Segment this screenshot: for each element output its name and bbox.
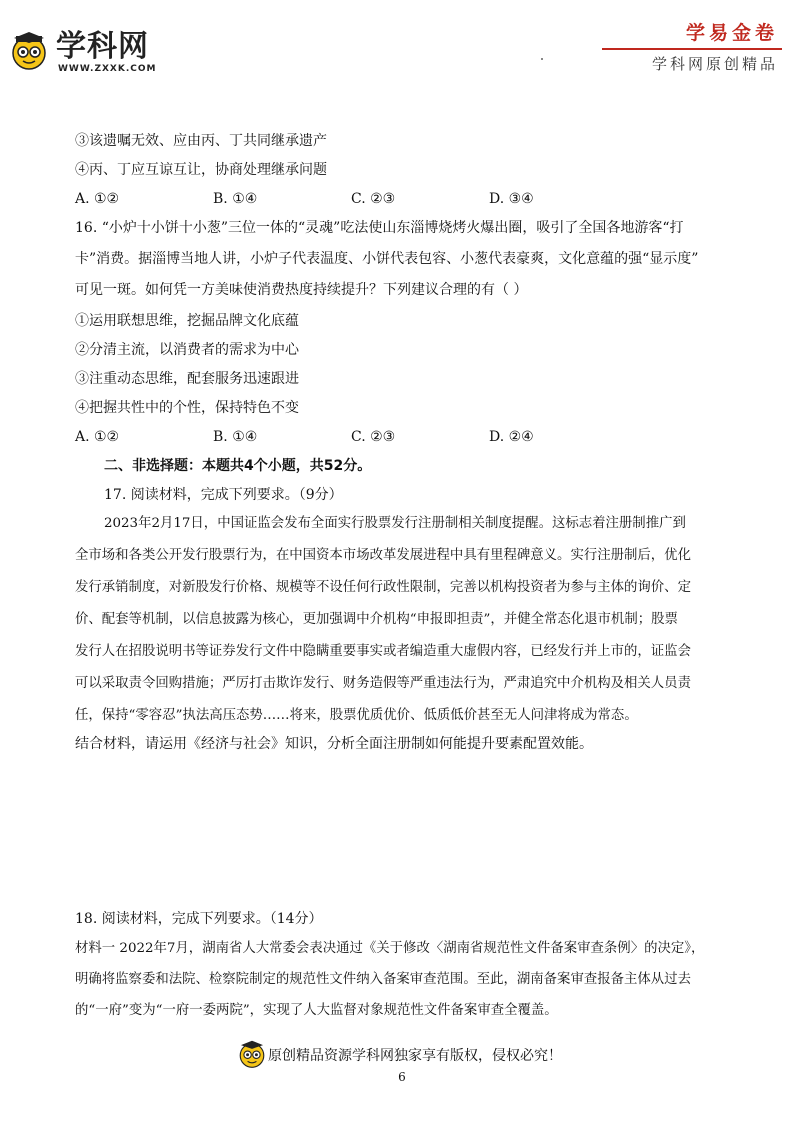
q16-item-1: ①运用联想思维，挖掘品牌文化底蕴 <box>75 313 299 329</box>
logo-url: WWW.ZXXK.COM <box>58 64 157 74</box>
brand-title: 学易金卷 <box>685 22 778 44</box>
section-2-heading: 二、非选择题：本题共4个小题，共52分。 <box>104 458 372 474</box>
q15-option-a: A. ①② <box>75 191 120 207</box>
q17-material-line-4: 价、配套等机制，以信息披露为核心，更加强调中介机构“申报即担责”，并健全常态化退市机制；股票 <box>75 612 678 627</box>
q16-item-4: ④把握共性中的个性，保持特色不变 <box>75 400 299 416</box>
copyright-notice: 原创精品资源学科网独家享有版权，侵权必究！ <box>268 1048 562 1064</box>
q18-material-line-3: 的“一府”变为“一府一委两院”，实现了人大监督对象规范性文件备案审查全覆盖。 <box>75 1003 558 1018</box>
q16-option-d: D. ②④ <box>489 429 534 445</box>
q16-stem-line-2: 卡”消费。据淄博当地人讲，小炉子代表温度、小饼代表包容、小葱代表豪爽，文化意蕴的强“显示度” <box>75 251 699 267</box>
logo-title: 学科网 <box>56 29 149 64</box>
q17-prompt: 17. 阅读材料，完成下列要求。（9分） <box>104 487 343 503</box>
q16-item-3: ③注重动态思维，配套服务迅速跟进 <box>75 371 299 387</box>
q15-item-4: ④丙、丁应互谅互让，协商处理继承问题 <box>75 162 327 178</box>
q15-option-b: B. ①④ <box>213 191 258 207</box>
brand-divider <box>602 48 782 50</box>
brand-block <box>602 20 782 74</box>
q16-option-c: C. ②③ <box>351 429 396 445</box>
q17-material-line-3: 发行承销制度，对新股发行价格、规模等不设任何行政性限制，完善以机构投资者为参与主体的询价、定 <box>75 580 691 595</box>
q17-material-line-6: 可以采取责令回购措施；严厉打击欺诈发行、财务造假等严重违法行为，严肃追究中介机构及相关人员责 <box>75 676 691 691</box>
q16-stem-line-1: 16. “小炉十小饼十小葱”三位一体的“灵魂”吃法使山东淄博烧烤火爆出圈，吸引了全国各地游客“打 <box>75 220 684 236</box>
q16-item-2: ②分清主流，以消费者的需求为中心 <box>75 342 299 358</box>
q16-option-b: B. ①④ <box>213 429 258 445</box>
q17-material-line-7: 任，保持“零容忍”执法高压态势……将来，股票优质优价、低质低价甚至无人问津将成为常态。 <box>75 708 638 723</box>
page-number: 6 <box>398 1070 406 1084</box>
zxxk-logo[interactable] <box>10 26 160 78</box>
page-header <box>0 0 800 90</box>
q17-material-line-2: 全市场和各类公开发行股票行为，在中国资本市场改革发展进程中具有里程碑意义。实行注册制后，优化 <box>75 548 691 563</box>
mascot-face-icon <box>10 32 48 70</box>
q15-option-d: D. ③④ <box>489 191 534 207</box>
q18-material-line-2: 明确将监察委和法院、检察院制定的规范性文件纳入备案审查范围。至此，湖南备案审查报备主体从过去 <box>75 972 691 987</box>
q18-prompt: 18. 阅读材料，完成下列要求。（14分） <box>75 911 323 927</box>
q15-item-3: ③该遗嘱无效、应由丙、丁共同继承遗产 <box>75 133 327 149</box>
q17-material-line-1: 2023年2月17日，中国证监会发布全面实行股票发行注册制相关制度提醒。这标志着注册制推广到 <box>104 516 686 531</box>
q17-question: 结合材料，请运用《经济与社会》知识，分析全面注册制如何能提升要素配置效能。 <box>75 736 593 752</box>
q16-stem-line-3: 可见一斑。如何凭一方美味使消费热度持续提升？下列建议合理的有（ ） <box>75 282 528 298</box>
q18-material-line-1: 材料一 2022年7月，湖南省人大常委会表决通过《关于修改〈湖南省规范性文件备案审查条例〉的决定》， <box>75 941 705 956</box>
brand-subtitle: 学科网原创精品 <box>651 55 778 73</box>
q15-option-c: C. ②③ <box>351 191 396 207</box>
q17-material-line-5: 发行人在招股说明书等证券发行文件中隐瞒重要事实或者编造重大虚假内容，已经发行并上市的，证监会 <box>75 644 691 659</box>
stray-dot <box>541 58 543 60</box>
mascot-face-icon <box>238 1040 266 1068</box>
q16-option-a: A. ①② <box>75 429 120 445</box>
